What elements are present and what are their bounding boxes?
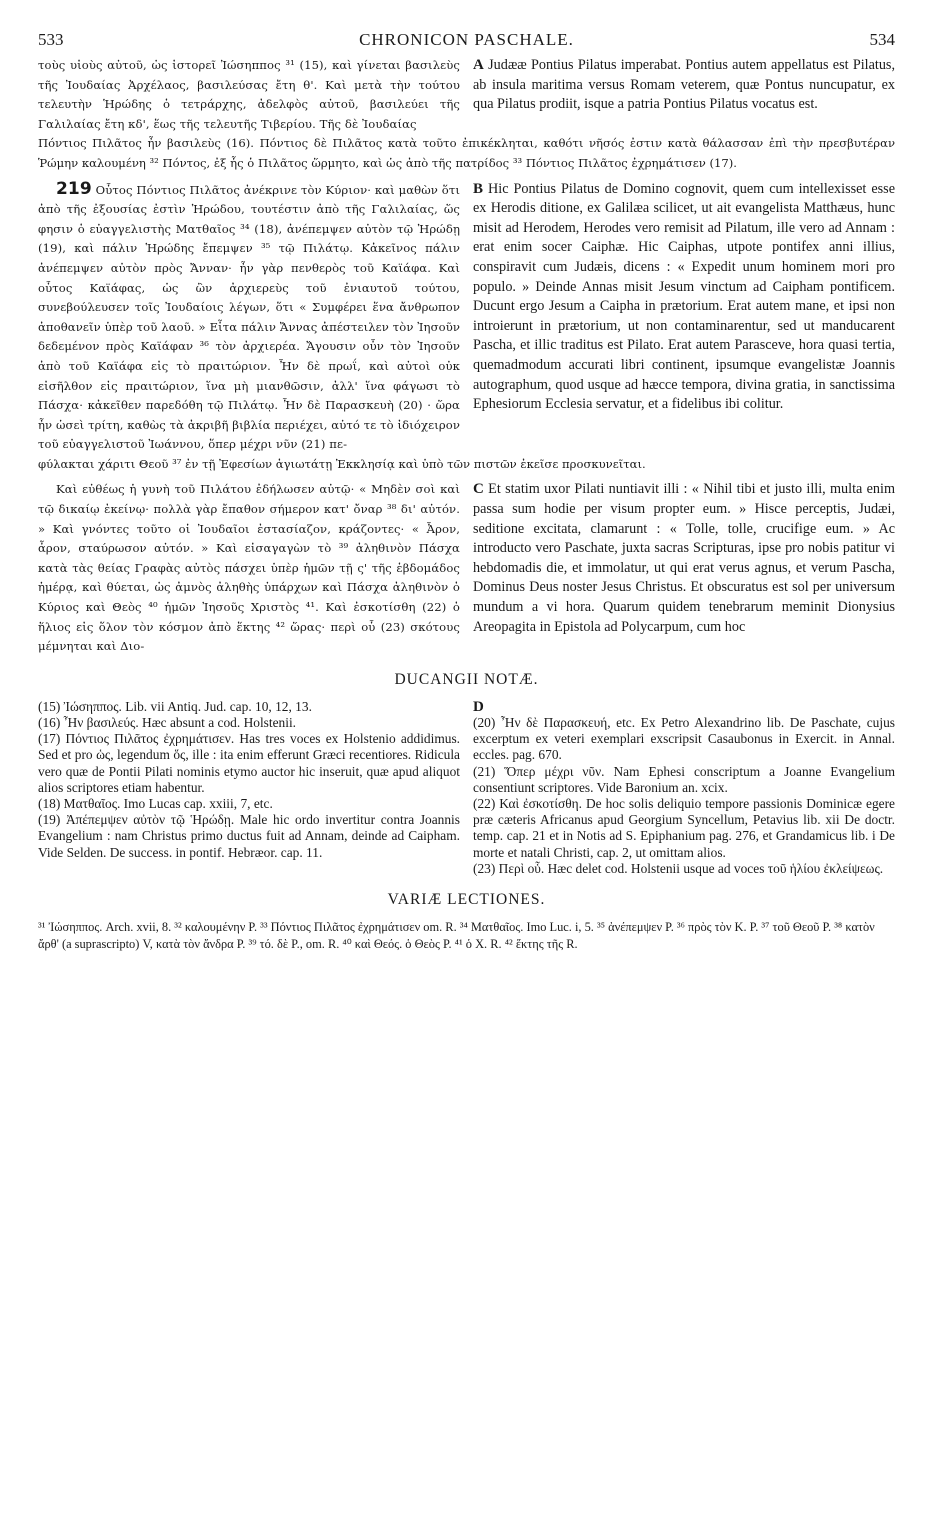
latin-column [473, 56, 895, 134]
full-width-greek-1: Πόντιος Πιλᾶτος ἦν βασιλεὺς (16). Πόντιος δὲ Πιλᾶτος κατὰ τοῦτο ἐπικέκληται, καθότι νῆσός ἐστιν κατὰ θάλασσαν ἐπὶ τὴν πρεσβυτέραν Ῥώμην καλουμένη ³² Πόντος, ἐξ ἧς ὁ Πιλᾶτος ὥρμητο, καὶ ὡς ἀπὸ τῆς πατρίδος ³³ Πόντιος Πιλᾶτος ἐχρημάτισεν (17). [38, 136, 895, 170]
parallel-block-3 [38, 480, 895, 656]
greek-text: τοὺς υἱοὺς αὐτοῦ, ὡς ἱστορεῖ Ἰώσηππος ³¹ (15), καὶ γίνεται βασιλεὺς τῆς Ἰουδαίας Ἀρχέλαος, βασιλεύσας ἔτη θ'. Καὶ μετὰ τὴν τούτου τελευτὴν Ἡρώδης ὁ τετράρχης, ἀδελφὸς αὐτοῦ, βασιλεύει τῆς Γαλιλαίας ἔτη κδ', ἕως τῆς τελευτῆς Τιβερίου. Τῆς δὲ Ἰουδαίας [38, 58, 460, 131]
greek-column [38, 56, 460, 134]
latin-column [473, 480, 895, 656]
greek-column [38, 480, 460, 656]
latin-column [473, 180, 895, 455]
variae-heading: VARIÆ LECTIONES. [387, 891, 546, 909]
margin-marker-d: D [473, 698, 484, 715]
note-item: (23) Περὶ οὗ. Hæc delet cod. Holstenii usque ad voces τοῦ ἡλίου ἐκλείψεως. [473, 860, 884, 876]
margin-marker-c: C [473, 481, 484, 498]
greek-text: Καὶ εὐθέως ἡ γυνὴ τοῦ Πιλάτου ἐδήλωσεν αὐτῷ· « Μηδὲν σοὶ καὶ τῷ δικαίῳ ἐκείνῳ· πολλὰ γὰρ ἔπαθον σήμερον κατ' ὄναρ ³⁸ δι' αὐτόν. » Καὶ γνόντες τοῦτο οἱ Ἰουδαῖοι ἐστασίαζον, κράζοντες· « Ἆρον, ἆρον, σταύρωσον αὐτόν. » Καὶ εἰσαγαγὼν τὸ ³⁹ ἀληθινὸν Πάσχα κατὰ τὰς θείας Γραφὰς αὐτὸς πάσχει ὑπὲρ ἡμῶν τῇ ς' τῆς ἑβδομάδος ἡμέρᾳ, καὶ θύεται, ὡς ἀμνὸς ἀληθὴς ὑπάρχων καὶ Πάσχα ἀληθινὸν ὁ Κύριος καὶ Θεὸς ⁴⁰ ἡμῶν Ἰησοῦς Χριστὸς ⁴¹. Καὶ ἐσκοτίσθη (22) ὁ ἥλιος εἰς ὅλον τὸν κόσμον ἀπὸ ἕκτης ⁴² ὥρας· περὶ οὗ (23) σκότους μέμνηται καὶ Διο- [38, 482, 460, 654]
notes-heading: DUCANGII NOTÆ. [394, 670, 539, 688]
page-number-left: 533 [38, 30, 64, 49]
greek-text: Οὗτος Πόντιος Πιλᾶτος ἀνέκρινε τὸν Κύριον· καὶ μαθὼν ὅτι ἀπὸ τῆς ἐξουσίας ἐστὶν Ἡρώδου, τουτέστιν ἀπὸ τῆς Γαλιλαίας, ὥς φησιν ὁ εὐαγγελιστὴς Ματθαῖος ³⁴ (18), ἀνέπεμψεν αὐτὸν τῷ Ἡρώδῃ (19), καὶ πάλιν Ἡρώδης ἔπεμψεν ³⁵ τῷ Πιλάτῳ. Κἀκεῖνος πάλιν ἀνέπεμψεν αὐτὸν πρὸς Ἄνναν· ἦν γὰρ πενθερὸς τοῦ Καϊάφα. Καὶ οὗτος Καϊάφας, ὡς ὢν ἀρχιερεὺς τοῦ ἐνιαυτοῦ τούτου, συνεβούλευσεν τοῖς Ἰουδαίοις λέγων, ὅτι « Συμφέρει ἕνα ἄνθρωπον ἀποθανεῖν ὑπὲρ τοῦ λαοῦ. » Εἶτα πάλιν Ἄννας ἀπέστειλεν τὸν Ἰησοῦν δεδεμένον πρὸς Καϊάφαν ³⁶ τὸν ἀρχιερέα. Ἄγουσιν οὖν τὸν Ἰησοῦν ἀπὸ τοῦ Καϊάφα εἰς τὸ πραιτώριον. Ἦν δὲ πρωΐ, καὶ αὐτοὶ οὐκ εἰσῆλθον εἰς πραιτώριον, ἵνα μὴ μιανθῶσιν, ἀλλ' ἵνα φάγωσι τὸ Πάσχα· κἀκεῖθεν παρεδόθη τῷ Πιλάτῳ. Ἦν δὲ Παρασκευὴ (20) · ὥρα ἦν ὡσεὶ τρίτη, καθὼς τὰ ἀκριβῆ βιβλία περιέχει, αὐτό τε τὸ ἰδιόχειρον τοῦ εὐαγγελιστοῦ Ἰωάννου, ὅπερ μέχρι νῦν (21) πε- [38, 182, 460, 452]
note-item: (19) Ἀπέπεμψεν αὐτὸν τῷ Ἡρώδῃ. Male hic ordo invertitur contra Joannis Evangelium : nam Christus primo ductus fuit ad Annam, deinde ad Caipham. Vide Selden. De success. in pontif. Hebræor. cap. 11. [38, 812, 460, 860]
latin-text: Et statim uxor Pilati nuntiavit illi : « Nihil tibi et justo illi, multa enim passa sum hodie per visum propter eum. » Hisce perceptis, Judæi, seditione excitata, clamarunt : « Tolle, tolle, crucifige eum. » Ac introducto vero Paschate, juxta sacras Scripturas, ipse pro nobis patitur vi hebdomadis die, et immolatur, ut qui erat verus agnus, et verum Pascha, Dominus Deus noster Jesus Christus. Et obscuratus est sol per universum mundum a vi hora. Quarum quidem tenebrarum meminit Dionysius Areopagita in Epistola ad Polycarpum, cum hoc [473, 481, 896, 635]
margin-marker-a: A [473, 57, 484, 73]
page [38, 30, 895, 953]
section-number: 219 [56, 178, 92, 199]
running-title: CHRONICON PASCHALE. [359, 30, 574, 49]
latin-text: Hic Pontius Pilatus de Domino cognovit, quem cum intellexisset esse ex Herodis ditione, ex Galilæa scilicet, ut ait evangelista Matthæus, hunc misit ad Herodem, Herodes vero remisit ad Pilatum, ille vero ad Annam : erat enim socer Caiphæ. Hic Caiphas, utpote pontifex anni illius, conspiravit cum Judæis, dicens : « Expedit unum hominem mori pro populo. » Deinde Annas misit Jesum vinctum ad Caipham pontificem. Ducunt ergo Jesum a Caipha in prætorium. Erat autem mane, et ipsi non introierunt in prætorium, ut non contaminarentur, sed ut manducarent Pascha, et illic traditus est Pilato. Erat autem Parasceve, hora quasi tertia, quemadmodum accurati libri continent, ipsumque evangelistæ Joannis autographum, quod usque ad hæcce tempora, divina gratia, in sanctissima Ephesiorum Ecclesia servatur, et a fidelibus ibi colitur. [473, 180, 895, 413]
running-header [38, 30, 895, 56]
notes-block [38, 699, 895, 877]
page-number-right: 534 [869, 30, 895, 49]
note-item: (22) Καὶ ἐσκοτίσθη. De hoc solis deliquio tempore passionis Dominicæ egere præ cæteris Africanus apud Georgium Syncellum, Petavius lib. xii De doctr. temp. cap. 21 et in Notis ad S. Epiphanium pag. 276, et Grandamicus lib. i De morte et natali Christi, cap. 2, ut omittam alios. [473, 796, 895, 860]
note-item: (18) Ματθαῖος. Imo Lucas cap. xxiii, 7, etc. [38, 796, 273, 812]
note-item: (21) Ὅπερ μέχρι νῦν. Nam Ephesi conscriptum a Joanne Evangelium consentiunt scriptores. Vide Baronium an. xcix. [473, 763, 895, 795]
note-item: (15) Ἰώσηππος. Lib. vii Antiq. Jud. cap. 10, 12, 13. [38, 698, 312, 714]
note-item: (17) Πόντιος Πιλᾶτος ἐχρημάτισεν. Has tres voces ex Holstenio addidimus. Sed et pro ὡς, legendum ὅς, ille : ita enim efferunt Græci recentiores. Ridicula vero quæ de Pontii Pilati nominis etymo auctor hic inseruit, quæ apud aliquot alios scriptores etiam habentur. [38, 731, 460, 795]
variae-text: ³¹ Ἰώσηππος. Arch. xvii, 8. ³² καλουμένην P. ³³ Πόντιος Πιλᾶτος ἐχρημάτισεν om. R. ³⁴ Ματθαῖος. Imo Luc. i, 5. ³⁵ ἀνέπεμψεν P. ³⁶ πρὸς τὸν K. P. ³⁷ τοῦ Θεοῦ P. ³⁸ κατὸν ἄρθ' (a suprascripto) V, κατὰ τὸν ἄνδρα P. ³⁹ τό. δὲ P., om. R. ⁴⁰ καὶ Θεός. ὁ Θεὸς P. ⁴¹ ὁ X. R. ⁴² ἕκτης τῆς R. [38, 920, 875, 952]
parallel-block-2 [38, 180, 895, 455]
greek-column [38, 180, 460, 455]
note-item: (20) Ἦν δὲ Παρασκευή, etc. Ex Petro Alexandrino lib. De Paschate, cujus excerptum ex veteri exemplari exscripsit Casaubonus in Exercit. in Annal. eccles. pag. 670. [473, 715, 895, 763]
notes-right-column [473, 699, 895, 877]
margin-marker-b: B [473, 180, 484, 197]
full-width-greek-2: φύλακται χάριτι Θεοῦ ³⁷ ἐν τῇ Ἐφεσίων ἁγιωτάτῃ Ἐκκλησίᾳ καὶ ὑπὸ τῶν πιστῶν ἐκεῖσε προσκυνεῖται. [38, 456, 646, 471]
notes-left-column [38, 699, 460, 877]
parallel-block-1 [38, 56, 895, 134]
latin-text: Judææ Pontius Pilatus imperabat. Pontius autem appellatus est Pilatus, ab insula maritima versus Romam veterem, quæ Pontus nuncupatur, ex qua Pilatus prodiit, isque a patria Pontius Pilatus vocatus est. [473, 57, 895, 113]
note-item: (16) Ἦν βασιλεύς. Hæc absunt a cod. Holstenii. [38, 715, 297, 731]
